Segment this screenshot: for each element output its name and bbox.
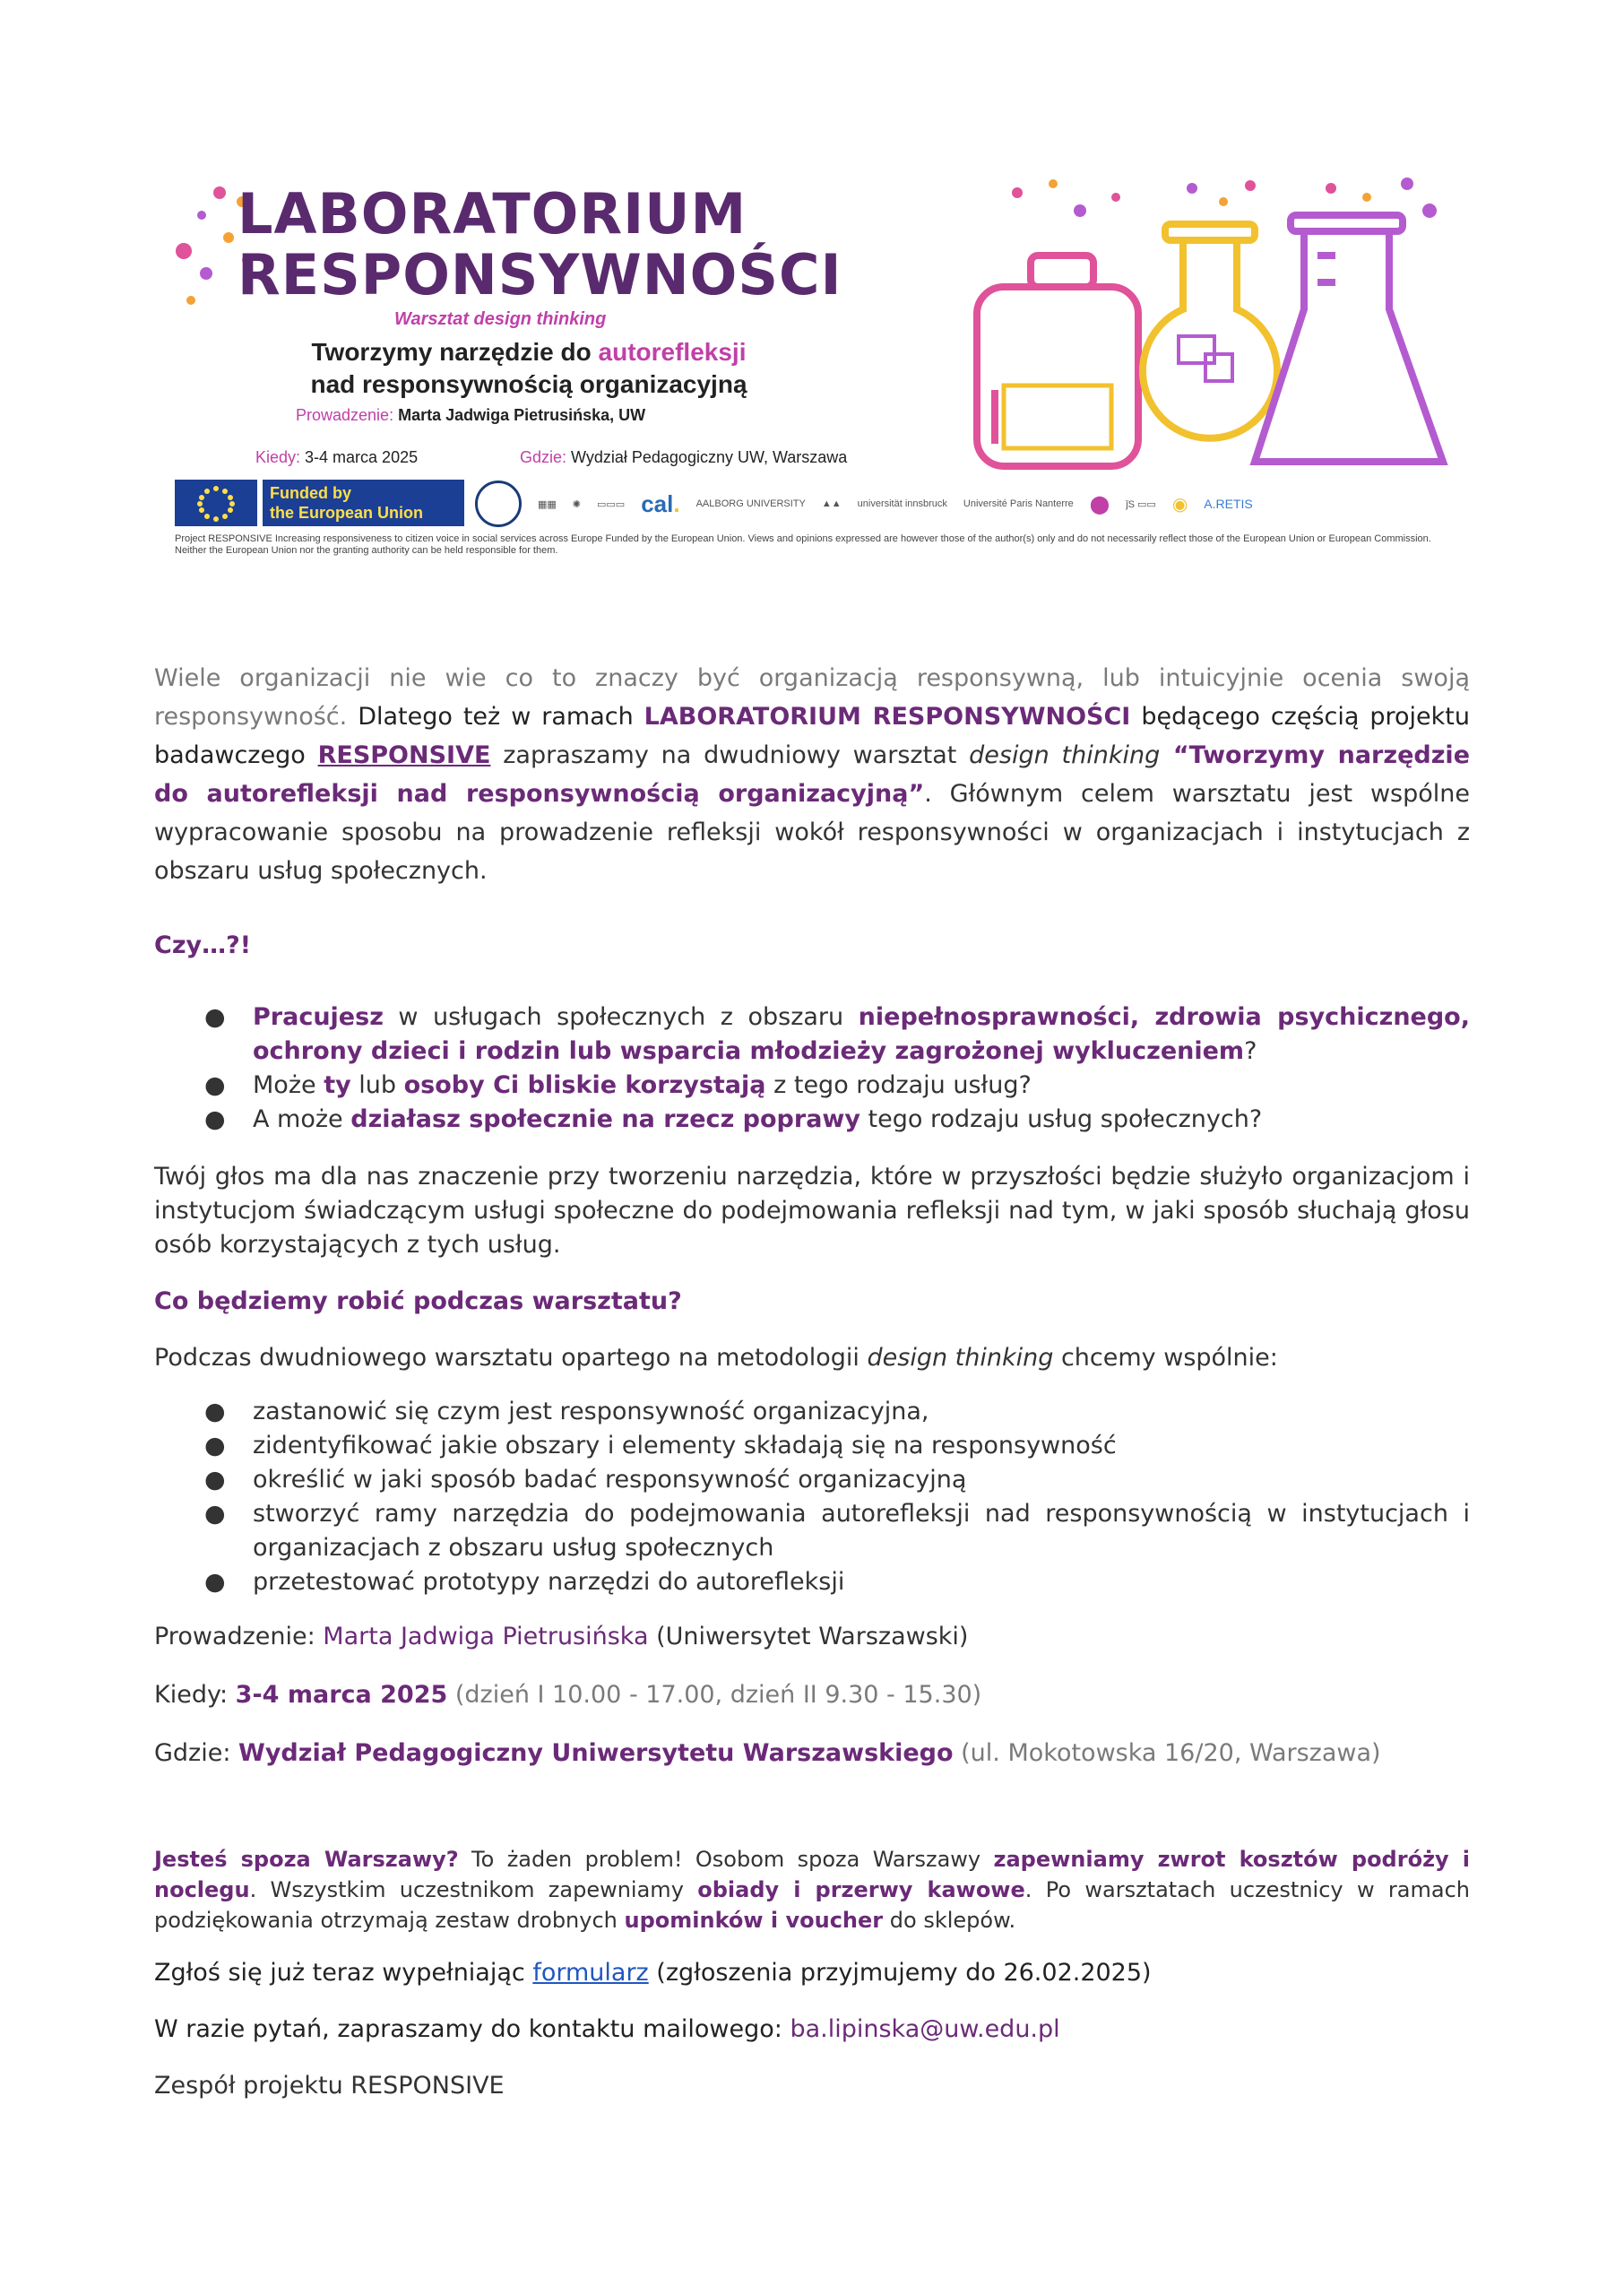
outside-warsaw-paragraph: Jesteś spoza Warszawy? To żaden problem! Osobom spoza Warszawy zapewniamy zwrot kosztów podróży i noclegu. Wszystkim uczestnikom zapewniamy obiady i przerwy kawowe. Po warsztatach uczestnicy w ramach podziękowania otrzymają zestaw drobnych upominków i voucher do sklepów. — [154, 1847, 1471, 1933]
bullet: ● — [204, 1003, 226, 1031]
signature: Zespół projektu RESPONSIVE — [154, 2072, 505, 2100]
contact-line: W razie pytań, zapraszamy do kontaktu mailowego: ba.lipinska@uw.edu.pl — [154, 2015, 1060, 2043]
plan-list — [154, 1395, 1470, 1599]
partner-logo-nanterre: Université Paris Nanterre — [963, 498, 1074, 509]
question-heading: Czy…?! — [154, 931, 252, 959]
plan-heading: Co będziemy robić podczas warsztatu? — [154, 1287, 682, 1315]
eu-disclaimer: Project RESPONSIVE Increasing responsiveness to citizen voice in social services across Europe Funded by the European Union. Views and opinions expressed are however those of the author(s) only and do not necessarily reflect those of the European Union or European Commission. Neither the European Union nor the granting authority can be held responsible for them. — [175, 533, 1431, 556]
invitation-content — [154, 659, 1470, 2105]
partner-logo-generic: ǰS ▭▭ — [1126, 498, 1156, 510]
banner-lead: Prowadzenie: Marta Jadwiga Pietrusińska, UW — [296, 406, 646, 424]
partner-logos — [475, 481, 1470, 526]
bullet: ● — [204, 1398, 226, 1425]
partner-logo-cal: cal. — [641, 489, 680, 517]
partner-logo-generic: ▭▭▭ — [597, 498, 626, 510]
list-item: ● zastanowić się czym jest responsywność organizacyjna, — [154, 1395, 1470, 1429]
bullet: ● — [204, 1466, 226, 1494]
list-item: ● Pracujesz w usługach społecznych z obszaru niepełnosprawności, zdrowia psychicznego, ochrony dzieci i rodzin lub wsparcia młodzieży zagrożonej wykluczeniem? — [154, 1000, 1470, 1069]
partner-logo-aalborg: AALBORG UNIVERSITY — [695, 498, 806, 509]
voice-paragraph: Twój głos ma dla nas znaczenie przy tworzeniu narzędzia, które w przyszłości będzie służyło organizacjom i instytucjom świadczącym usługi społeczne do podejmowania refleksji nad tym, w jaki sposób słuchają głosu osób korzystających z tych usług. — [154, 1163, 1470, 1259]
flasks-illustration — [963, 175, 1465, 480]
banner-title-line2: RESPONSYWNOŚCI — [238, 242, 842, 307]
list-item: ● A może działasz społecznie na rzecz poprawy tego rodzaju usług społecznych? — [154, 1103, 1470, 1137]
eu-funded-label: Funded by the European Union — [263, 480, 464, 526]
event-banner — [166, 175, 1470, 569]
details-where: Gdzie: Wydział Pedagogiczny Uniwersytetu Warszawskiego (ul. Mokotowska 16/20, Warszawa) — [154, 1739, 1381, 1767]
intro-paragraph: Wiele organizacji nie wie co to znaczy być organizacją responsywną, lub intuicyjnie ocenia swoją responsywność. Dlatego też w ramach LABORATORIUM RESPONSYWNOŚCI będącego częścią projektu badawczego RESPONSIVE zapraszamy na dwudniowy warsztat design thinking “Tworzymy narzędzie do autorefleksji nad responsywnością organizacyjną”. Głównym celem warsztatu jest wspólne wypracowanie sposobu na prowadzenie refleksji wokół responsywności w organizacjach i instytucjach z obszaru usług społecznych. — [154, 664, 1471, 885]
banner-title — [238, 181, 842, 307]
list-item: ● przetestować prototypy narzędzi do autorefleksji — [154, 1565, 1470, 1599]
bullet: ● — [204, 1568, 226, 1596]
banner-where: Gdzie: Wydział Pedagogiczny UW, Warszawa — [520, 448, 848, 466]
form-link[interactable]: formularz — [532, 1959, 649, 1987]
partner-logo-generic: ◉ — [1171, 494, 1188, 515]
email-link[interactable]: ba.lipinska@uw.edu.pl — [790, 2015, 1060, 2043]
workshop-type: Warsztat design thinking — [394, 309, 607, 329]
partner-logo-generic: ⬤ — [1089, 494, 1110, 515]
partner-logo-generic: ✺ — [572, 498, 582, 510]
details-when: Kiedy: 3-4 marca 2025 (dzień I 10.00 - 17.00, dzień II 9.30 - 15.30) — [154, 1681, 982, 1709]
list-item: ● stworzyć ramy narzędzia do podejmowania autorefleksji nad responsywnością w instytucjach i organizacjach z obszaru usług społecznych — [154, 1497, 1470, 1565]
bullet: ● — [204, 1432, 226, 1459]
list-item: ● określić w jaki sposób badać responsywność organizacyjną — [154, 1463, 1470, 1497]
eu-flag-icon — [175, 480, 257, 526]
partner-logo-generic: ▲▲ — [821, 498, 842, 509]
list-item: ● Może ty lub osoby Ci bliskie korzystają z tego rodzaju usług? — [154, 1069, 1470, 1103]
details-lead: Prowadzenie: Marta Jadwiga Pietrusińska (Uniwersytet Warszawski) — [154, 1623, 969, 1650]
partner-seal-icon — [475, 481, 522, 527]
bullet: ● — [204, 1071, 226, 1099]
plan-intro: Podczas dwudniowego warsztatu opartego na metodologii design thinking chcemy wspólnie: — [154, 1344, 1278, 1372]
partner-logo-innsbruck: universität innsbruck — [857, 498, 947, 509]
banner-title-line1: LABORATORIUM — [238, 181, 747, 247]
signup-line: Zgłoś się już teraz wypełniając formularz (zgłoszenia przyjmujemy do 26.02.2025) — [154, 1959, 1152, 1987]
list-item: ● zidentyfikować jakie obszary i elementy składają się na responsywność — [154, 1429, 1470, 1463]
bullet: ● — [204, 1105, 226, 1133]
banner-when: Kiedy: 3-4 marca 2025 — [255, 448, 419, 466]
question-list — [154, 1000, 1470, 1137]
workshop-title: Tworzymy narzędzie do autorefleksji nad responsywnością organizacyjną — [310, 338, 747, 398]
bullet: ● — [204, 1500, 226, 1528]
responsive-link[interactable]: RESPONSIVE — [317, 741, 491, 769]
partner-logo-generic: ▦▦ — [538, 498, 557, 510]
partner-logo-aretis: A.RETIS — [1204, 497, 1253, 511]
